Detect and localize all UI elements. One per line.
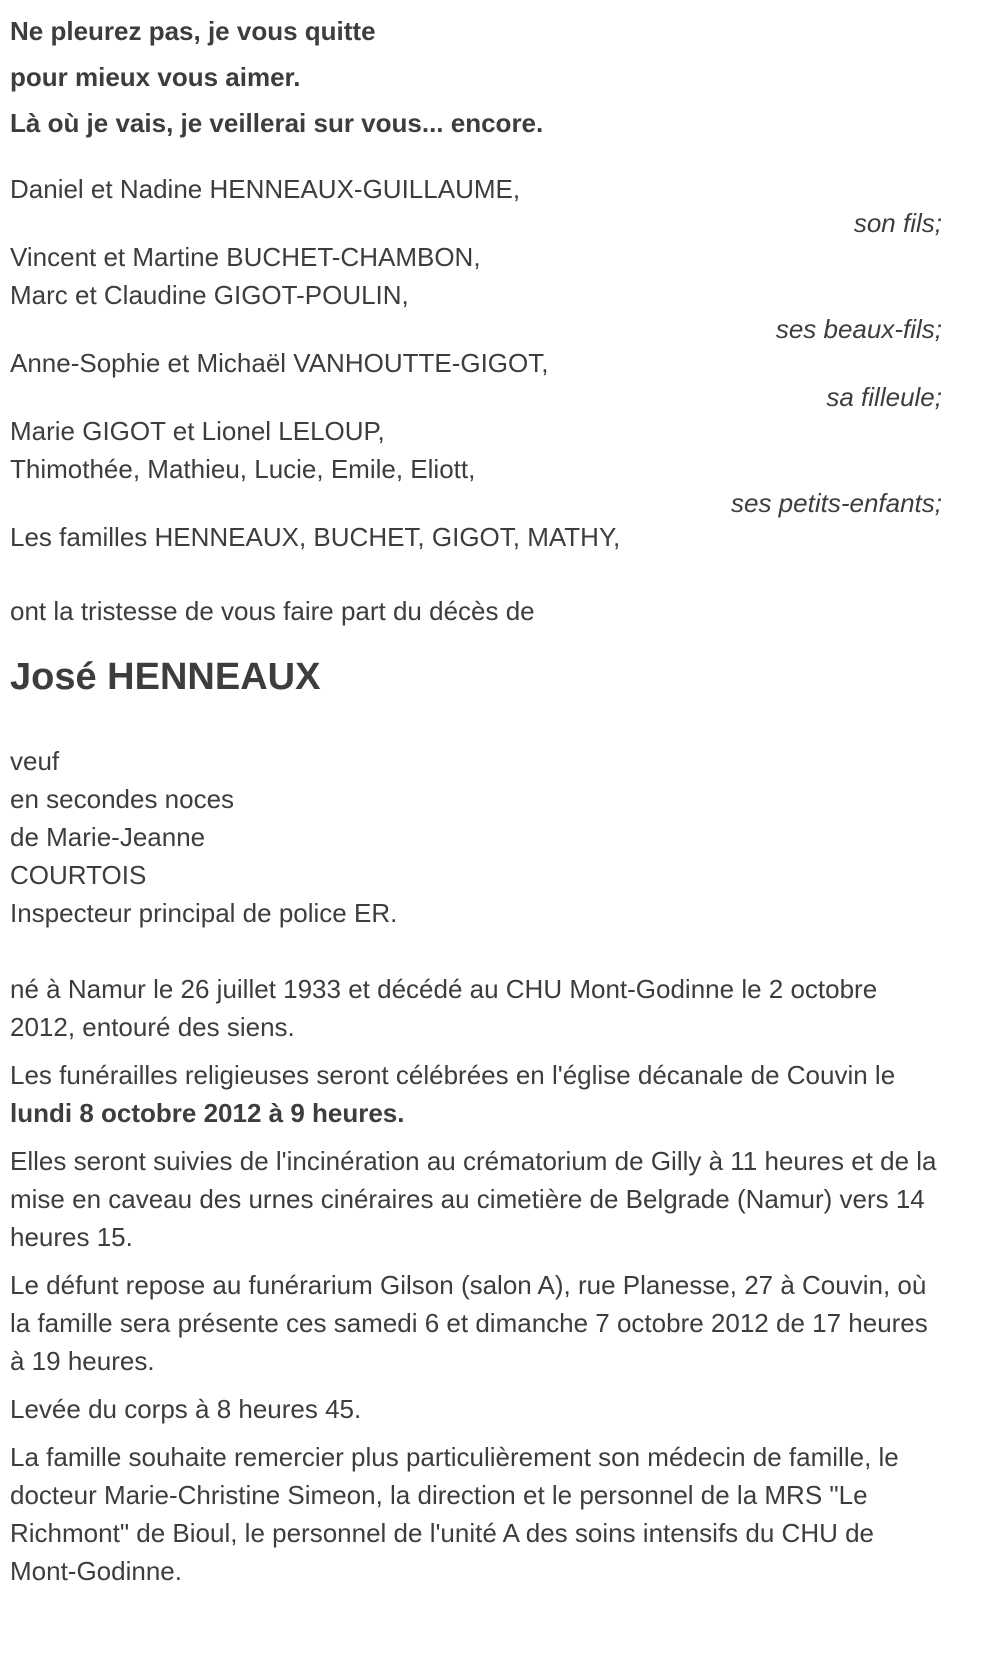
relation-label: son fils; [853, 208, 942, 238]
relative-name: Marie GIGOT et Lionel LELOUP, [10, 416, 385, 446]
repose-paragraph: Le défunt repose au funérarium Gilson (salon A), rue Planesse, 27 à Couvin, où la famille sera présente ces samedi 6 et dimanche 7 octobre 2012 de 17 heures à 19 heures. [10, 1270, 928, 1376]
relative-name: Vincent et Martine BUCHET-CHAMBON, [10, 242, 481, 272]
relative-name: Marc et Claudine GIGOT-POULIN, [10, 280, 409, 310]
epitaph-line: pour mieux vous aimer. [10, 62, 301, 92]
relative-name: Daniel et Nadine HENNEAUX-GUILLAUME, [10, 174, 521, 204]
relative-name: Thimothée, Mathieu, Lucie, Emile, Eliott, [10, 454, 476, 484]
status-line: en secondes noces [10, 784, 235, 814]
relative-name: Les familles HENNEAUX, BUCHET, GIGOT, MATHY, [10, 522, 621, 552]
thanks-paragraph: La famille souhaite remercier plus particulièrement son médecin de famille, le docteur Marie-Christine Simeon, la direction et le personnel de la MRS "Le Richmont" de Bioul, le personnel de l'unité A des soins intensifs du CHU de Mont-Godinne. [10, 1442, 899, 1586]
announcement: ont la tristesse de vous faire part du décès de [10, 596, 535, 626]
status-line: Inspecteur principal de police ER. [10, 898, 398, 928]
funeral-text: Les funérailles religieuses seront célébrées en l'église décanale de Couvin le [10, 1060, 896, 1090]
status-line: COURTOIS [10, 860, 147, 890]
birth-death-paragraph: né à Namur le 26 juillet 1933 et décédé au CHU Mont-Godinne le 2 octobre 2012, entouré des siens. [10, 974, 878, 1042]
status-line: de Marie-Jeanne [10, 822, 206, 852]
status-line: veuf [10, 746, 60, 776]
cremation-paragraph: Elles seront suivies de l'incinération au crématorium de Gilly à 11 heures et de la mise en caveau des urnes cinéraires au cimetière de Belgrade (Namur) vers 14 heures 15. [10, 1146, 937, 1252]
levee-paragraph: Levée du corps à 8 heures 45. [10, 1394, 362, 1424]
relatives-list [10, 170, 942, 556]
relation-label: ses petits-enfants; [731, 488, 942, 518]
status-block [10, 742, 942, 932]
epitaph [10, 8, 942, 146]
deceased-name: José HENNEAUX [10, 656, 321, 698]
funeral-paragraph [10, 1056, 942, 1132]
funeral-date: lundi 8 octobre 2012 à 9 heures. [10, 1098, 405, 1128]
epitaph-line: Là où je vais, je veillerai sur vous... encore. [10, 108, 544, 138]
relation-label: sa filleule; [826, 382, 942, 412]
relation-label: ses beaux-fils; [775, 314, 942, 344]
epitaph-line: Ne pleurez pas, je vous quitte [10, 16, 376, 46]
relative-name: Anne-Sophie et Michaël VANHOUTTE-GIGOT, [10, 348, 549, 378]
